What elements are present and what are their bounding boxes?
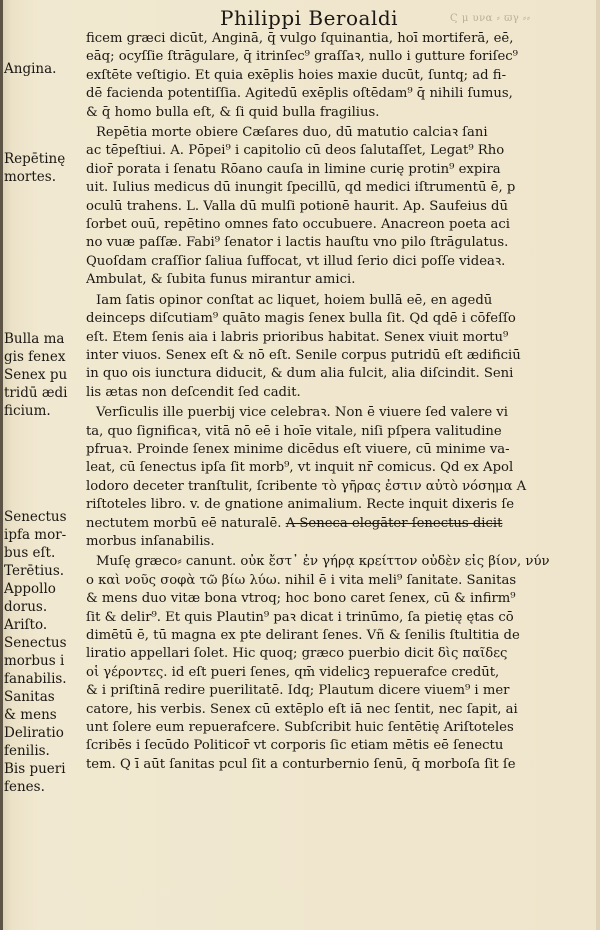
main-text [86,30,586,776]
text-line: & mens duo vitæ bona vtroq; hoc bono caret ſenex, cū & infirm⁹ [86,591,516,607]
margin-note-line: Angina. [4,61,57,77]
text-line: οἱ γέροντες. id eſt pueri ſenes, qm̄ videlicꝫ repuerafce credūt, [86,664,500,680]
text-line: oculū trahens. L. Valla dū mulſi potionē haurit. Ap. Saufeius dū [86,198,508,214]
margin-note-repetinae [4,150,82,186]
text-line: riſtoteles libro. v. de gnatione animalium. Recte inquit dixeris ſe [86,497,515,513]
page-edge [596,0,600,930]
margin-note-bulla [4,330,82,420]
text-line: ſorbet ouū, repētino omnes fato occubuere. Anacreon poeta aci [86,217,510,233]
margin-note-line: fenes. [4,779,45,795]
margin-note-line: ipfa mor‑ [4,527,67,543]
text-line: ta, quo ſignificaꝛ, vitā nō eē i hoīe vitale, niſi pſpera valitudine [86,423,502,439]
text-line: exſtēte veſtigio. Et quia exēplis hoies maxie ducūt, ſuntq; ad fi‑ [86,67,507,83]
text-line: leat, cū ſenectus ipſa ſit morb⁹, vt inquit nr̄ comicus. Qd ex Apol [86,460,514,476]
text-line: & q̄ homo bulla eſt, & ſi quid bulla fragilius. [86,104,380,120]
bleed-through-text: Ϛ μ υνα ⸗ ϖγ ⸗⸗ [450,13,531,24]
text-line: uit. Iulius medicus dū inungit ſpecillū, qd medici iſtrumentū ē, p [86,180,516,196]
text-line: Ambulat, & ſubita funus mirantur amici. [86,272,356,288]
text-line: dē facienda potentiſſia. Agitedū exēplis oſtēdam⁹ q̄ nihili ſumus, [86,86,513,102]
margin-note-senectus [4,508,82,796]
header-title: Philippi Beroaldi [220,6,399,30]
text-line: nectutem morbū eē naturalē. A Seneca elegāter ſenectus dicit [86,515,503,531]
margin-note-line: Bulla ma [4,331,65,347]
text-line: unt ſolere eum repuerafcere. Subſcribit huic ſentētię Ariſtoteles [86,720,514,736]
paragraph-3 [86,292,586,402]
margin-note-line: dorus. [4,599,48,615]
text-line: ſit & delir⁹. Et quis Plautin⁹ paꝛ dicat i trinūmo, ſa pietię ętas cō [86,609,514,625]
margin-note-line: Sanitas [4,689,55,705]
margin-note-line: Bis pueri [4,761,66,777]
text-line: morbus inſanabilis. [86,533,215,549]
text-line: eāq; ocyſſie ſtrāgulare, q̄ itrinſec⁹ graſſaꝛ, nullo i gutture foriſec⁹ [86,49,518,65]
text-line: dior̄ porata i ſenatu Rōano cauſa in limine curię protin⁹ expira [86,161,501,177]
struck-phrase: A Seneca elegāter ſenectus dicit [285,515,503,531]
paragraph-5 [86,553,586,774]
margin-note-angina [4,60,82,78]
text-line: catore, his verbis. Senex cū extēplo eſt iā nec ſentit, nec ſapit, ai [86,701,518,717]
text-line: inter viuos. Senex eſt & nō eſt. Senile corpus putridū eſt ædificiū [86,347,521,363]
text-line: Verſiculis ille puerbij vice celebraꝛ. Non ē viuere ſed valere vi [96,405,508,421]
running-header [220,6,580,30]
text-line: Iam ſatis opinor conſtat ac liquet, hoiem bullā eē, en agedū [96,292,493,308]
margin-note-line: bus eſt. [4,545,56,561]
margin-note-line: ficium. [4,403,51,419]
margin-note-line: morbus i [4,653,65,669]
margin-note-line: Senex pu [4,367,68,383]
margin-note-line: & mens [4,707,57,723]
text-line: Repētia morte obiere Cæſares duo, dū matutio calciaꝛ ſani [96,125,488,141]
text-line: ac tēpeſtiui. A. Pōpei⁹ i capitolio cū deos ſalutaſſet, Legat⁹ Rho [86,143,505,159]
margin-note-line: Deliratio [4,725,64,741]
margin-note-line: Senectus [4,509,67,525]
text-line: lis ætas non deſcendit ſed cadit. [86,384,301,400]
margin-notes [0,0,82,930]
margin-note-line: Ariſto. [4,617,48,633]
margin-note-line: gis fenex [4,349,66,365]
text-line: deinceps diſcutiam⁹ quāto magis ſenex bulla ſit. Qd qdē i cōfeſſo [86,311,516,327]
margin-note-line: Repētinę [4,151,66,167]
text-line: ficem græci dicūt, Anginā, q̄ vulgo ſquinantia, hoī mortiferā, eē, [86,31,514,46]
text-line: tem. Q ī aūt ſanitas pcul ſit a conturbernio ſenū, q̄ morboſa ſit ſe [86,756,516,772]
text-line: lodoro deceter tranſtulit, ſcribente τὸ γῆρας ἐστιν αὐτὸ νόσημα A [86,478,527,494]
margin-note-line: Senectus [4,635,67,651]
margin-note-line: Appollo [4,581,56,597]
paragraph-2 [86,124,586,290]
text-line: eſt. Etem ſenis aia i labris prioribus habitat. Senex viuit mortu⁹ [86,329,509,345]
text-line: Quoſdam craſſior ſaliua ſuffocat, vt illud ſerio dici poſſe videaꝛ. [86,253,506,269]
margin-note-line: fenilis. [4,743,50,759]
margin-note-line: mortes. [4,169,57,185]
text-line: dimētū ē, tū magna ex pte delirant ſenes. Vñ & ſenilis ſtultitia de [86,628,520,643]
text-line: pfruaꝛ. Proinde ſenex minime dicēdus eſt viuere, cū minime va‑ [86,441,510,457]
text-line: in quo ois iunctura diducit, & dum alia fulcit, alia diſcindit. Seni [86,366,514,382]
margin-note-line: tridū ædi [4,385,68,401]
paragraph-4 [86,404,586,551]
text-line: & i priſtinā redire puerilitatē. Idq; Plautum dicere viuem⁹ i mer [86,683,510,699]
margin-note-line: fanabilis. [4,671,67,687]
text-line: no vuæ paſſæ. Fabi⁹ ſenator i lactis hauſtu vno pilo ſtrāgulatus. [86,235,509,251]
text-line: ſcribēs i ſecūdo Politicor̄ vt corporis ſic etiam mētis eē ſenectu [86,738,504,754]
paragraph-1 [86,30,586,122]
margin-note-line: Terētius. [4,563,65,579]
text-line: Muſę græco⸗ canunt. οὐκ ἔστ᾽ ἐν γήρᾳ κρείττον οὐδὲν εἰς βίον, νύν [96,554,550,570]
text-line: ο καὶ νοῦς σοφὰ τῶ βίω λύω. nihil ē i vita meli⁹ ſanitate. Sanitas [86,572,517,588]
text-line: liratio appellari ſolet. Hic quoq; græco puerbio dicit δὶς παῖδες [86,646,508,662]
